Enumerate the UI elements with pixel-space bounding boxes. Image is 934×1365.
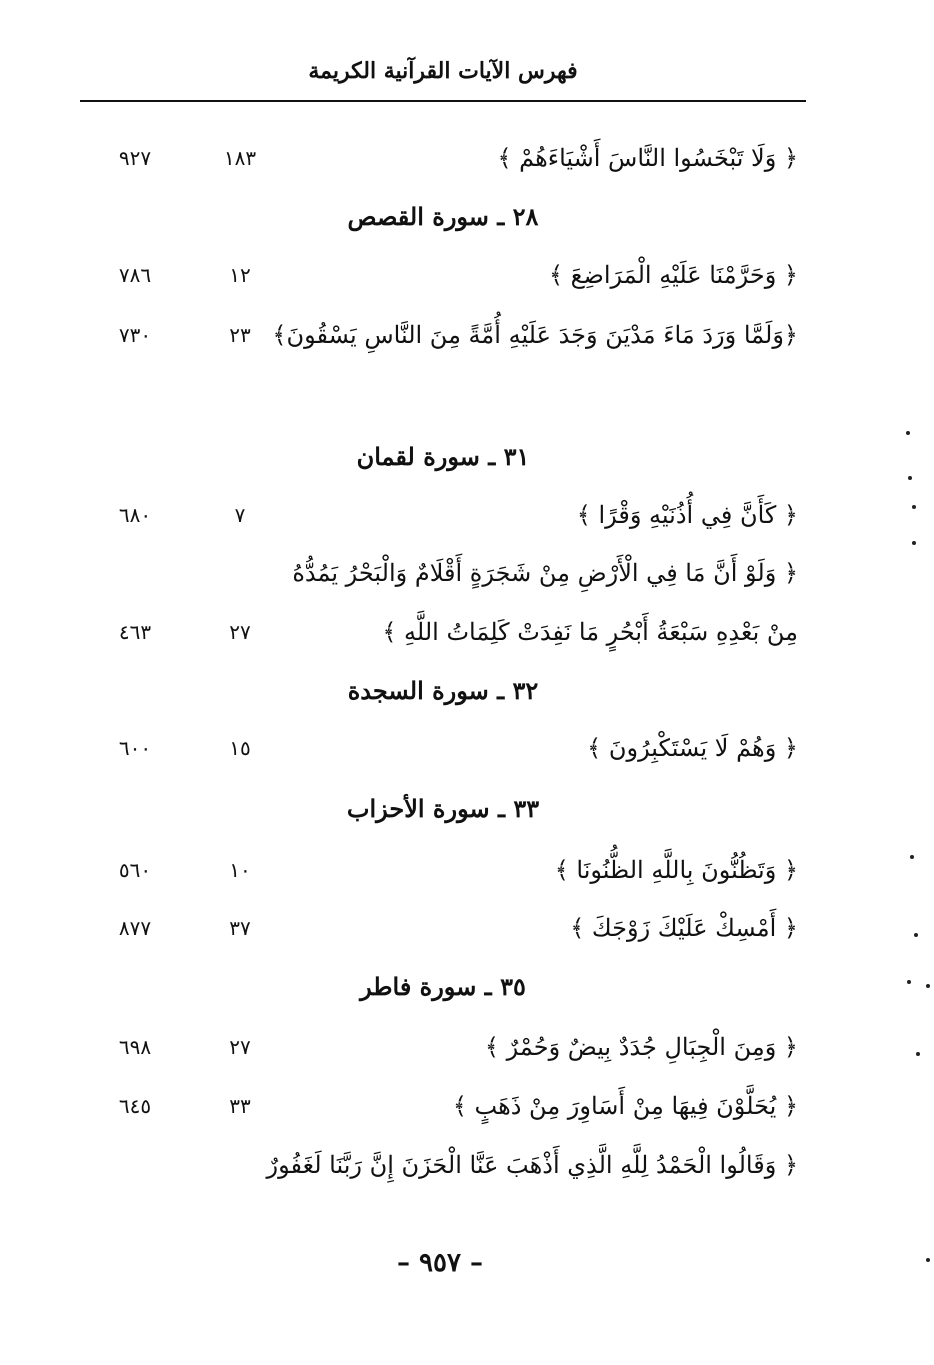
index-row [0, 133, 934, 183]
index-row [0, 845, 934, 895]
index-row [0, 1081, 934, 1131]
scan-speck [906, 431, 910, 435]
verse-text: ﴿ وَقَالُوا الْحَمْدُ لِلَّهِ الَّذِي أَذْهَبَ عَنَّا الْحَزَنَ إِنَّ رَبَّنَا لَغَفُورٌ [266, 1151, 798, 1179]
verse-text: ﴿ كَأَنَّ فِي أُذُنَيْهِ وَقْرًا ﴾ [576, 501, 798, 529]
scan-speck [926, 984, 930, 988]
scan-speck [912, 541, 916, 545]
index-row-continued [0, 548, 934, 598]
scan-speck [912, 505, 916, 509]
ayah-number: ١٠ [229, 858, 251, 882]
verse-text: مِنْ بَعْدِهِ سَبْعَةُ أَبْحُرٍ مَا نَفِدَتْ كَلِمَاتُ اللَّهِ ﴾ [382, 618, 798, 646]
page-reference: ٦٠٠ [118, 736, 152, 760]
verse-text: ﴿ يُحَلَّوْنَ فِيهَا مِنْ أَسَاوِرَ مِنْ ذَهَبٍ ﴾ [452, 1092, 798, 1120]
ayah-number: ٣٧ [229, 916, 251, 940]
surah-heading: ٣٣ ـ سورة الأحزاب [346, 794, 540, 823]
verse-text: ﴿ وَتَظُنُّونَ بِاللَّهِ الظُّنُونَا ﴾ [554, 856, 798, 884]
page-reference: ٦٩٨ [118, 1035, 152, 1059]
index-row [0, 903, 934, 953]
page-reference: ٦٨٠ [118, 503, 152, 527]
header-divider [80, 100, 806, 102]
page-reference: ٥٦٠ [118, 858, 152, 882]
verse-text: ﴿وَلَمَّا وَرَدَ مَاءَ مَدْيَنَ وَجَدَ عَلَيْهِ أُمَّةً مِنَ النَّاسِ يَسْقُونَ﴾ [272, 321, 798, 349]
ayah-number: ٢٣ [229, 323, 251, 347]
scan-speck [910, 855, 914, 859]
ayah-number: ٣٣ [229, 1094, 251, 1118]
surah-heading: ٣٢ ـ سورة السجدة [347, 676, 539, 705]
index-row [0, 723, 934, 773]
ayah-number: ٢٧ [229, 1035, 251, 1059]
verse-text: ﴿ وَحَرَّمْنَا عَلَيْهِ الْمَرَاضِعَ ﴾ [548, 261, 798, 289]
ayah-number: ١٥ [229, 736, 251, 760]
verse-text: ﴿ وَمِنَ الْجِبَالِ جُدَدٌ بِيضٌ وَحُمْرٌ ﴾ [484, 1033, 798, 1061]
page-reference: ٨٧٧ [118, 916, 152, 940]
page-number-footer: – ٩٥٧ – [396, 1248, 484, 1278]
verse-text: ﴿ وَلَوْ أَنَّ مَا فِي الْأَرْضِ مِنْ شَجَرَةٍ أَقْلَامٌ وَالْبَحْرُ يَمُدُّهُ [292, 559, 798, 587]
scan-speck [908, 476, 912, 480]
index-row-continued [0, 1140, 934, 1190]
scan-speck [914, 933, 918, 937]
surah-heading: ٣١ ـ سورة لقمان [356, 442, 530, 471]
page-header-title: فهرس الآيات القرآنية الكريمة [308, 58, 578, 84]
page-reference: ٧٨٦ [118, 263, 152, 287]
verse-text: ﴿ وَلَا تَبْخَسُوا النَّاسَ أَشْيَاءَهُمْ ﴾ [497, 144, 798, 172]
surah-heading: ٣٥ ـ سورة فاطر [360, 972, 526, 1001]
page-reference: ٤٦٣ [118, 620, 152, 644]
index-row [0, 250, 934, 300]
ayah-number: ٢٧ [229, 620, 251, 644]
verse-text: ﴿ وَهُمْ لَا يَسْتَكْبِرُونَ ﴾ [587, 734, 798, 762]
index-row [0, 1022, 934, 1072]
ayah-number: ٧ [234, 503, 246, 527]
scan-speck [926, 1258, 930, 1262]
index-row [0, 490, 934, 540]
surah-heading: ٢٨ ـ سورة القصص [347, 202, 539, 231]
index-row [0, 607, 934, 657]
verse-text: ﴿ أَمْسِكْ عَلَيْكَ زَوْجَكَ ﴾ [570, 914, 798, 942]
page-reference: ٧٣٠ [118, 323, 152, 347]
page-reference: ٩٢٧ [118, 146, 152, 170]
scan-speck [916, 1052, 920, 1056]
scan-speck [907, 980, 911, 984]
ayah-number: ١٢ [229, 263, 251, 287]
page-reference: ٦٤٥ [118, 1094, 152, 1118]
ayah-number: ١٨٣ [223, 146, 257, 170]
index-row [0, 310, 934, 360]
